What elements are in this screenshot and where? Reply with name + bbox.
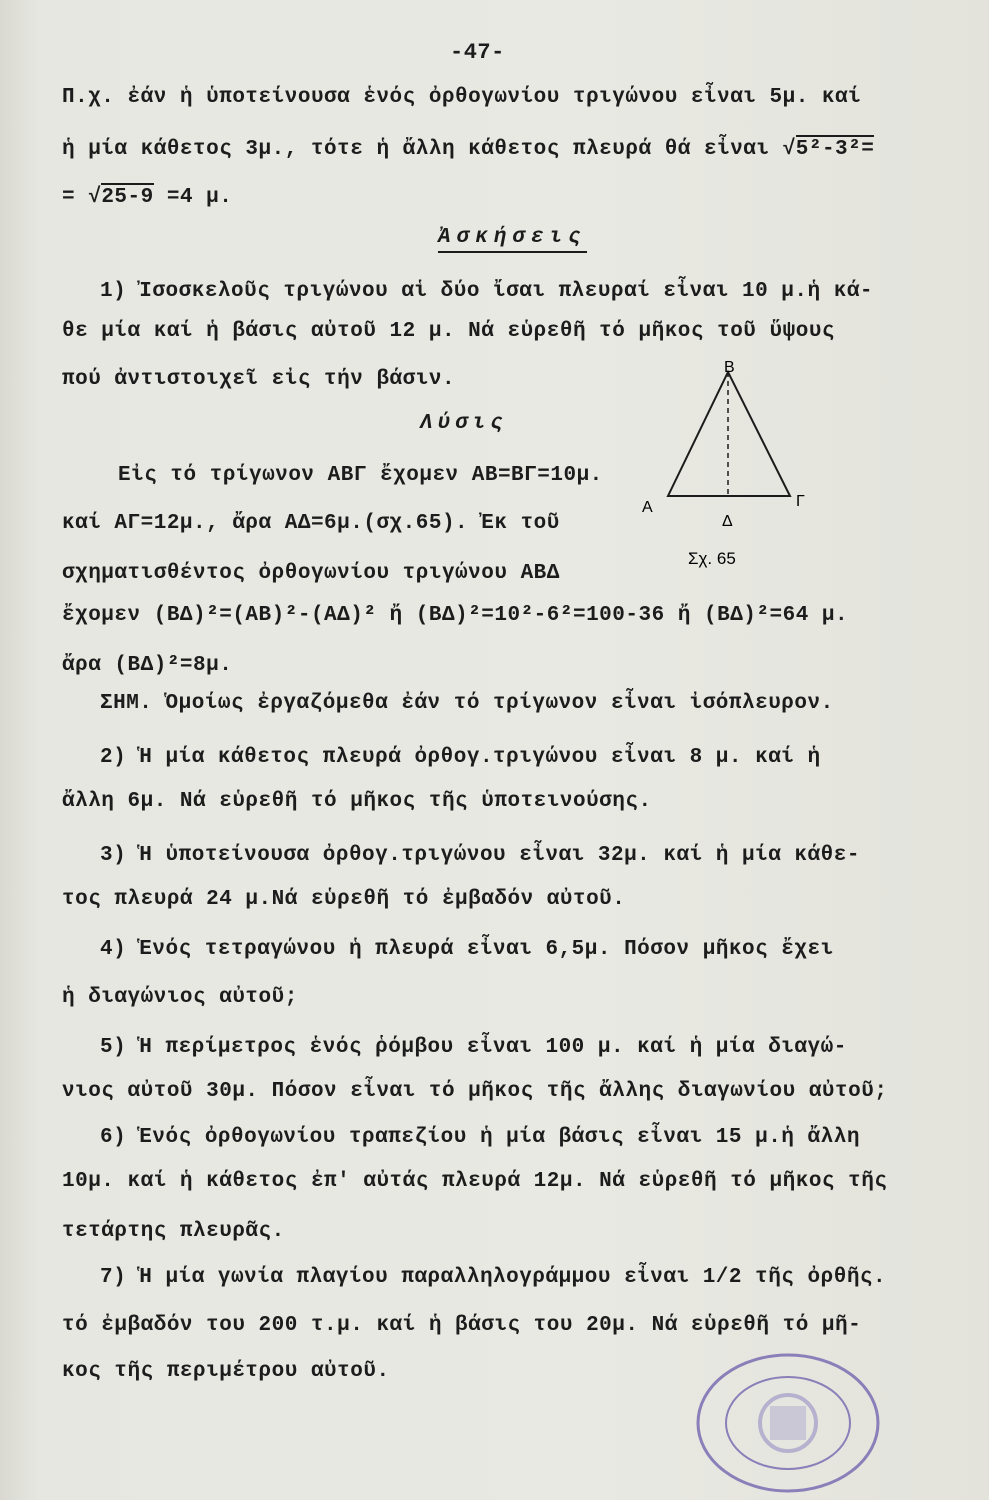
text-line-part: = <box>62 186 76 209</box>
exercise-3-line: τος πλευρά 24 μ.Νά εὑρεθῆ τό ἐμβαδόν αὐτοῦ. <box>62 888 626 911</box>
sqrt-expression: 5²-3²= <box>796 135 875 161</box>
sqrt-sign: √ <box>782 138 796 161</box>
library-seal-stamp <box>688 1348 888 1498</box>
exercise-6-line: 6) Ἑνός ὀρθογωνίου τραπεζίου ἡ μία βάσις εἶναι 15 μ.ἡ ἄλλη <box>100 1126 860 1149</box>
vertex-label-b: Β <box>724 360 735 376</box>
exercise-5-line: νιος αὐτοῦ 30μ. Πόσον εἶναι τό μῆκος τῆς ἄλλης διαγωνίου αὐτοῦ; <box>62 1080 888 1103</box>
text-line: Π.χ. ἐάν ἡ ὑποτείνουσα ἑνός ὀρθογωνίου τριγώνου εἶναι 5μ. καί <box>62 86 862 109</box>
exercise-2-line: 2) Ἡ μία κάθετος πλευρά ὀρθογ.τριγώνου εἶναι 8 μ. καί ἡ <box>100 746 821 769</box>
page-number: -47- <box>450 40 505 65</box>
vertex-label-a: Α <box>642 499 653 516</box>
vertex-label-g: Γ <box>796 493 805 510</box>
sqrt-expression: 25-9 <box>101 183 153 209</box>
text-line-part: =4 μ. <box>166 186 233 209</box>
exercise-6-line: τετάρτης πλευρᾶς. <box>62 1220 285 1243</box>
solution-title: Λύσις <box>420 412 509 435</box>
solution-line: σχηματισθέντος ὀρθογωνίου τριγώνου ΑΒΔ <box>62 562 560 585</box>
exercise-1-line: θε μία καί ἡ βάσις αὐτοῦ 12 μ. Νά εὑρεθῆ τό μῆκος τοῦ ὕψους <box>62 320 836 343</box>
figure-caption: Σχ. 65 <box>688 549 736 568</box>
triangle-figure <box>640 360 820 580</box>
exercise-7-line: τό ἐμβαδόν του 200 τ.μ. καί ἡ βάσις του 20μ. Νά εὑρεθῆ τό μῆ- <box>62 1314 862 1337</box>
vertex-label-d: Δ <box>722 513 733 530</box>
exercise-1-line: πού ἀντιστοιχεῖ εἰς τήν βάσιν. <box>62 368 456 391</box>
exercise-7-line: κος τῆς περιμέτρου αὐτοῦ. <box>62 1360 390 1383</box>
text-line <box>62 138 874 161</box>
exercise-4-line: ἡ διαγώνιος αὐτοῦ; <box>62 986 298 1009</box>
solution-line: καί ΑΓ=12μ., ἄρα ΑΔ=6μ.(σχ.65). Ἐκ τοῦ <box>62 512 560 535</box>
solution-line: ἔχομεν (ΒΔ)²=(ΑΒ)²-(ΑΔ)² ἤ (ΒΔ)²=10²-6²=100-36 ἤ (ΒΔ)²=64 μ. <box>62 604 849 627</box>
text-line-part: ἡ μία κάθετος 3μ., τότε ἡ ἄλλη κάθετος πλευρά θά εἶναι <box>62 138 770 161</box>
exercise-4-line: 4) Ἑνός τετραγώνου ἡ πλευρά εἶναι 6,5μ. Πόσον μῆκος ἔχει <box>100 938 834 961</box>
sqrt-sign: √ <box>88 186 102 209</box>
exercise-7-line: 7) Ἡ μία γωνία πλαγίου παραλληλογράμμου εἶναι 1/2 τῆς ὀρθῆς. <box>100 1266 887 1289</box>
note-line: ΣΗΜ. Ὁμοίως ἐργαζόμεθα ἐάν τό τρίγωνον εἶναι ἰσόπλευρον. <box>100 692 834 715</box>
text-line <box>62 186 232 209</box>
exercise-6-line: 10μ. καί ἡ κάθετος ἐπ' αὐτάς πλευρά 12μ. Νά εὑρεθῆ τό μῆκος τῆς <box>62 1170 888 1193</box>
solution-line: ἄρα (ΒΔ)²=8μ. <box>62 654 233 677</box>
exercise-5-line: 5) Ἡ περίμετρος ἑνός ῥόμβου εἶναι 100 μ. καί ἡ μία διαγώ- <box>100 1036 847 1059</box>
solution-line: Εἰς τό τρίγωνον ΑΒΓ ἔχομεν ΑΒ=ΒΓ=10μ. <box>118 464 603 487</box>
exercise-2-line: ἄλλη 6μ. Νά εὑρεθῆ τό μῆκος τῆς ὑποτεινούσης. <box>62 790 652 813</box>
exercise-1-line: 1) Ἰσοσκελοῦς τριγώνου αἱ δύο ἴσαι πλευραί εἶναι 10 μ.ἡ κά- <box>100 280 874 303</box>
triangle-shape <box>668 372 790 496</box>
exercise-3-line: 3) Ἡ ὑποτείνουσα ὀρθογ.τριγώνου εἶναι 32μ. καί ἡ μία κάθε- <box>100 844 860 867</box>
section-title: Ἀσκήσεις <box>438 226 587 253</box>
